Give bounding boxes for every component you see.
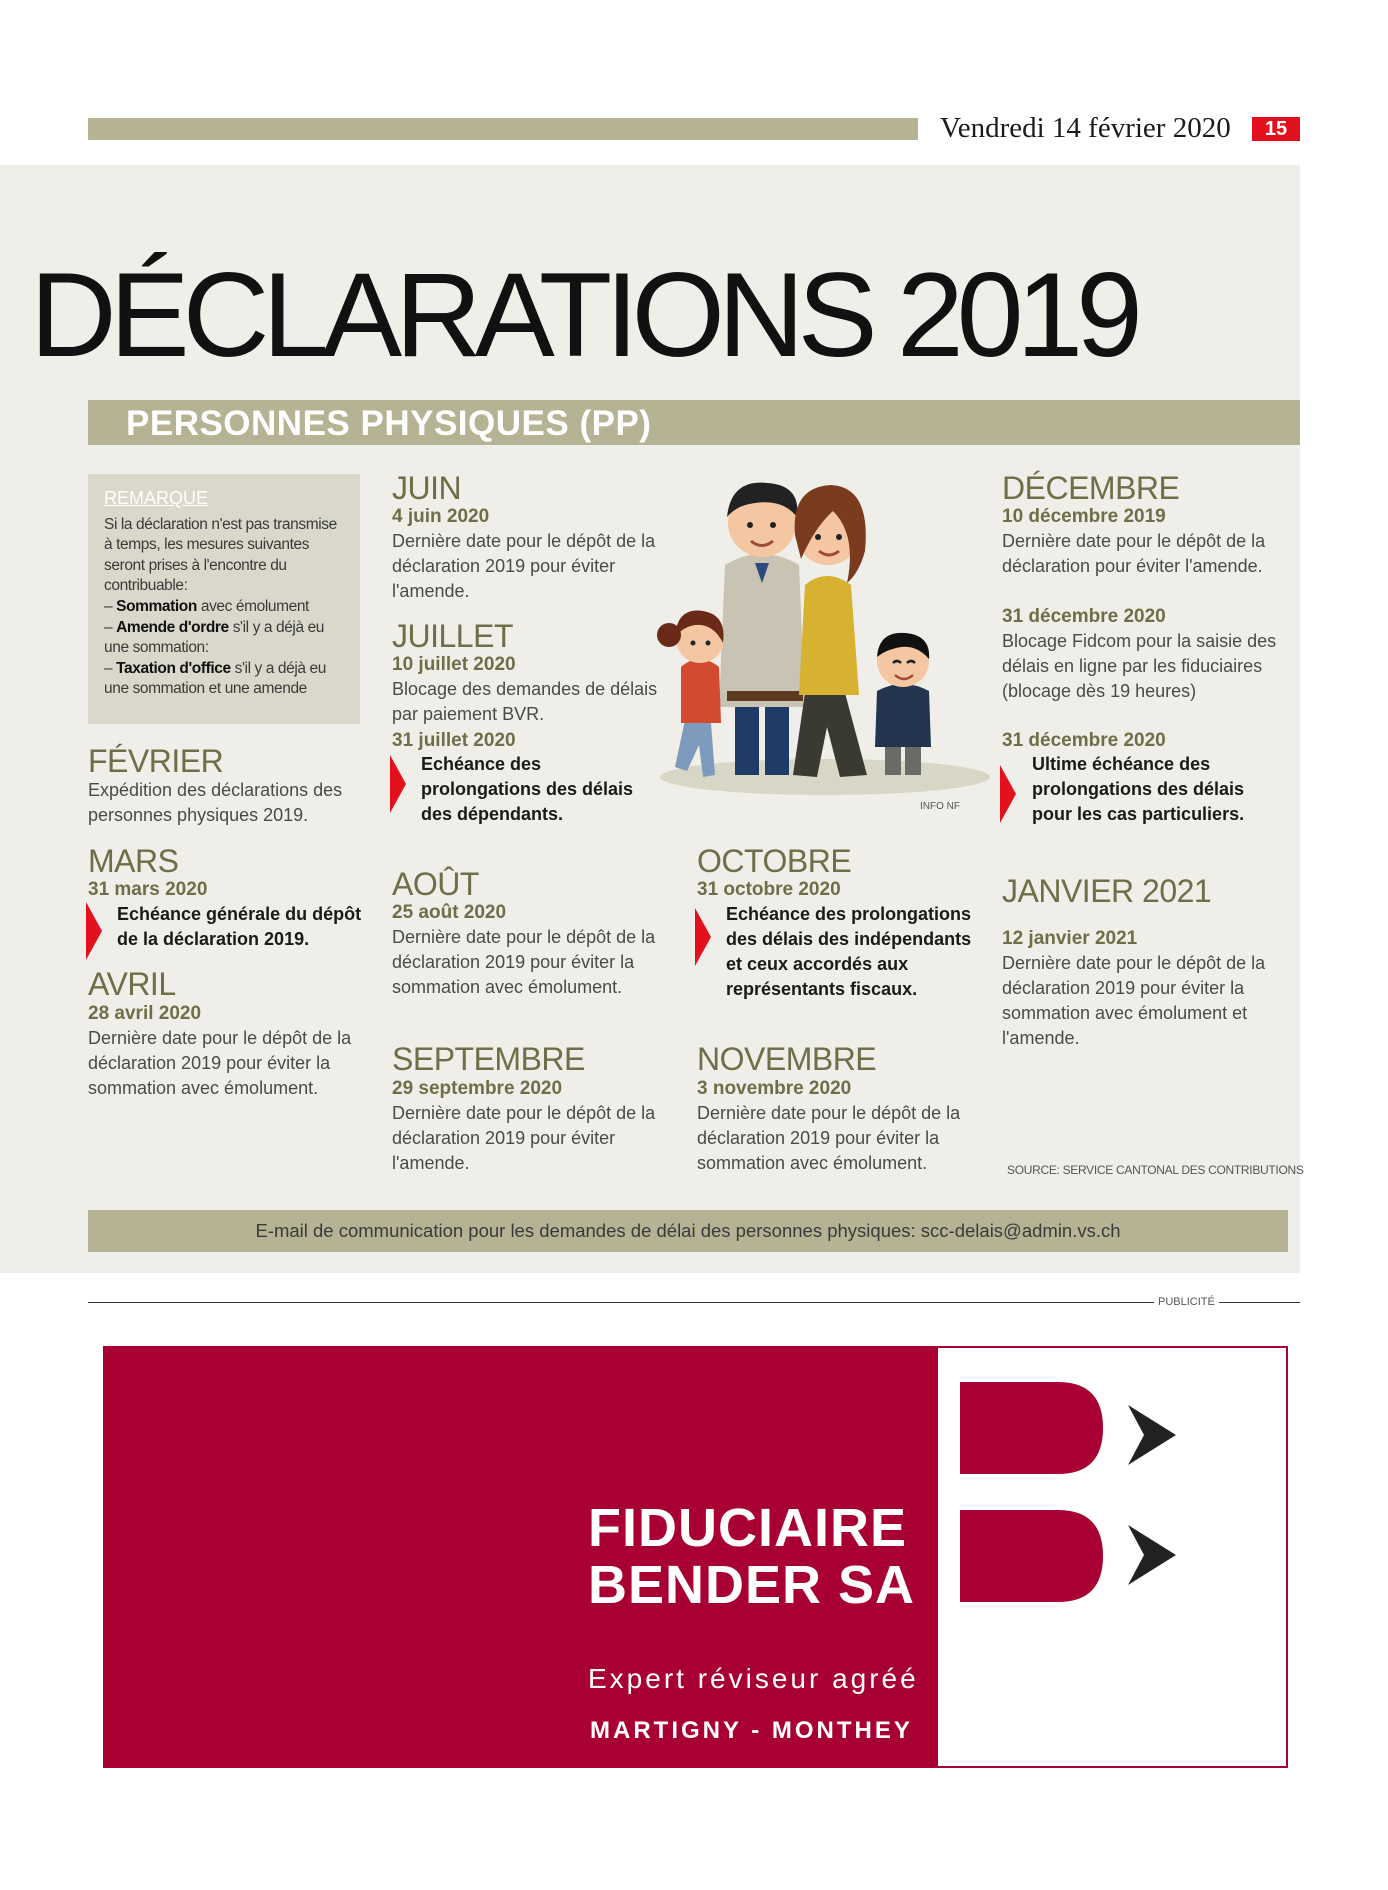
month-text-decembre-2: Blocage Fidcom pour la saisie des délais en ligne par les fiduciaires (blocage dès 19 heures): [1002, 631, 1277, 701]
important-arrow-icon: [1000, 765, 1016, 823]
remark-intro: Si la déclaration n'est pas transmise à temps, les mesures suivantes seront prises à l'encontre du contribuable:: [104, 515, 337, 595]
month-important-juillet: Echéance des prolongations des délais des dépendants.: [421, 754, 634, 824]
month-heading-aout: AOÛT: [392, 866, 479, 902]
month-heading-juin: JUIN: [392, 470, 462, 506]
important-arrow-icon: [86, 902, 102, 960]
ad-tagline: Expert réviseur agréé: [588, 1663, 919, 1694]
bender-logo-icon: [958, 1380, 1188, 1620]
month-heading-octobre: OCTOBRE: [697, 843, 852, 879]
month-important-mars: Echéance générale du dépôt de la déclaration 2019.: [117, 904, 362, 949]
advertising-label: PUBLICITÉ: [1154, 1296, 1219, 1308]
header-rule: [88, 118, 918, 140]
month-text-decembre-1: Dernière date pour le dépôt de la déclaration pour éviter l'amende.: [1002, 531, 1266, 576]
month-date-mars: 31 mars 2020: [88, 879, 208, 900]
ad-company-name: FIDUCIAIRE BENDER SA: [588, 1498, 916, 1615]
month-date-decembre-1: 10 décembre 2019: [1002, 506, 1166, 527]
month-date-juin: 4 juin 2020: [392, 506, 490, 527]
ad-locations: MARTIGNY - MONTHEY: [590, 1717, 913, 1744]
remark-heading: REMARQUE: [104, 488, 209, 508]
month-text-juillet: Blocage des demandes de délais par paiement BVR.: [392, 679, 658, 724]
month-date-juillet-2: 31 juillet 2020: [392, 730, 516, 751]
month-text-juin: Dernière date pour le dépôt de la déclaration 2019 pour éviter l'amende.: [392, 531, 656, 601]
remark-item: – Taxation d'office s'il y a déjà eu une sommation et une amende: [104, 659, 326, 698]
month-heading-avril: AVRIL: [88, 966, 176, 1002]
section-title: PERSONNES PHYSIQUES (PP): [126, 404, 652, 443]
month-text-novembre: Dernière date pour le dépôt de la déclaration 2019 pour éviter la sommation avec émolument.: [697, 1103, 961, 1173]
issue-date: Vendredi 14 février 2020: [940, 112, 1231, 144]
separator-line: [88, 1302, 1300, 1303]
month-date-janvier: 12 janvier 2021: [1002, 928, 1138, 949]
month-date-decembre-2: 31 décembre 2020: [1002, 606, 1166, 627]
illustration-credit: INFO NF: [920, 801, 960, 812]
month-date-decembre-3: 31 décembre 2020: [1002, 730, 1166, 751]
month-heading-fevrier: FÉVRIER: [88, 743, 224, 779]
important-arrow-icon: [390, 755, 406, 813]
month-date-septembre: 29 septembre 2020: [392, 1078, 563, 1099]
important-arrow-icon: [695, 908, 711, 966]
month-text-septembre: Dernière date pour le dépôt de la déclaration 2019 pour éviter l'amende.: [392, 1103, 656, 1173]
month-date-octobre: 31 octobre 2020: [697, 879, 841, 900]
remark-box: [88, 474, 360, 724]
month-date-juillet-1: 10 juillet 2020: [392, 654, 516, 675]
month-text-avril: Dernière date pour le dépôt de la déclaration 2019 pour éviter la sommation avec émolument.: [88, 1028, 352, 1098]
month-heading-janvier: JANVIER 2021: [1002, 873, 1212, 909]
month-date-aout: 25 août 2020: [392, 902, 507, 923]
month-heading-novembre: NOVEMBRE: [697, 1041, 877, 1077]
month-text-aout: Dernière date pour le dépôt de la déclaration 2019 pour éviter la sommation avec émolument.: [392, 927, 656, 997]
page-title: DÉCLARATIONS 2019: [30, 248, 1136, 382]
month-heading-mars: MARS: [88, 843, 179, 879]
remark-item: – Sommation avec émolument: [104, 597, 309, 615]
month-text-janvier: Dernière date pour le dépôt de la déclaration 2019 pour éviter la sommation avec émolument et l'amende.: [1002, 953, 1266, 1048]
month-text-fevrier: Expédition des déclarations des personnes physiques 2019.: [88, 780, 343, 825]
month-heading-septembre: SEPTEMBRE: [392, 1041, 585, 1077]
page-number: 15: [1252, 117, 1300, 141]
email-band: E-mail de communication pour les demandes de délai des personnes physiques: scc-delais@admin.vs.ch: [88, 1210, 1288, 1252]
month-date-novembre: 3 novembre 2020: [697, 1078, 852, 1099]
month-important-octobre: Echéance des prolongations des délais des indépendants et ceux accordés aux représentants fiscaux.: [726, 904, 972, 999]
month-date-avril: 28 avril 2020: [88, 1003, 202, 1024]
source-note: SOURCE: SERVICE CANTONAL DES CONTRIBUTIONS: [1007, 1163, 1304, 1177]
month-important-decembre: Ultime échéance des prolongations des délais pour les cas particuliers.: [1032, 754, 1245, 824]
month-heading-juillet: JUILLET: [392, 618, 513, 654]
month-heading-decembre: DÉCEMBRE: [1002, 470, 1180, 506]
section-band: [88, 400, 1300, 445]
family-illustration: [655, 455, 995, 815]
remark-item: – Amende d'ordre s'il y a déjà eu une sommation:: [104, 618, 325, 657]
